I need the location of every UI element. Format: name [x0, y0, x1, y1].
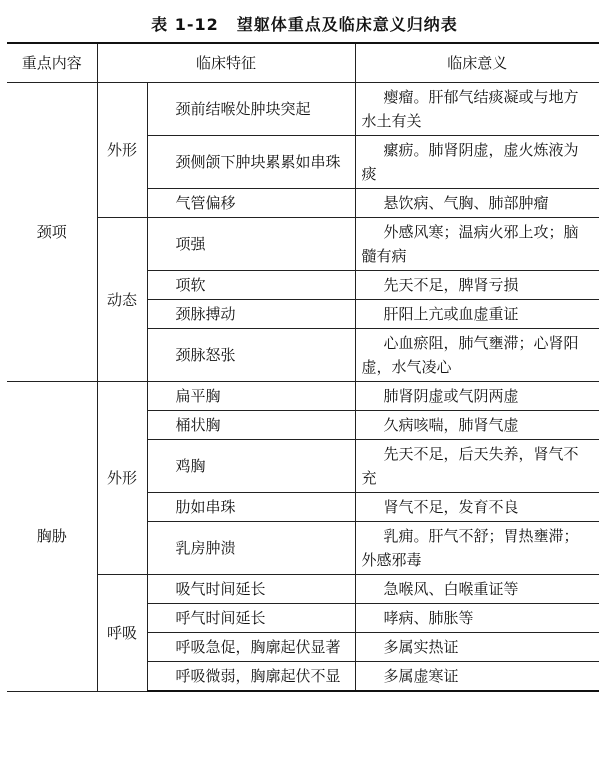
feature-cell: 肋如串珠 — [147, 493, 355, 522]
meaning-cell: 悬饮病、气胸、肺部肿瘤 — [355, 189, 599, 218]
meaning-cell: 多属实热证 — [355, 633, 599, 662]
feature-cell: 桶状胸 — [147, 411, 355, 440]
meaning-cell: 肺肾阴虚或气阴两虚 — [355, 382, 599, 411]
header-clinical-feature: 临床特征 — [97, 43, 355, 83]
table-row — [7, 83, 599, 136]
meaning-cell: 心血瘀阻，肺气壅滞；心肾阳虚，水气凌心 — [355, 329, 599, 382]
feature-cell: 呼吸微弱，胸廓起伏不显 — [147, 662, 355, 692]
header-row — [7, 43, 599, 83]
feature-cell: 颈脉搏动 — [147, 300, 355, 329]
meaning-cell: 肾气不足，发育不良 — [355, 493, 599, 522]
meaning-cell: 瘿瘤。肝郁气结痰凝或与地方水土有关 — [355, 83, 599, 136]
section-name: 胸胁 — [7, 382, 97, 692]
table-title — [0, 12, 609, 35]
meaning-cell: 先天不足，后天失养，肾气不充 — [355, 440, 599, 493]
summary-table — [7, 42, 599, 692]
section-name: 颈项 — [7, 83, 97, 382]
meaning-cell: 久病咳喘，肺肾气虚 — [355, 411, 599, 440]
meaning-cell: 哮病、肺胀等 — [355, 604, 599, 633]
meaning-cell: 乳痈。肝气不舒；胃热壅滞；外感邪毒 — [355, 522, 599, 575]
table-row — [7, 382, 599, 411]
feature-cell: 呼气时间延长 — [147, 604, 355, 633]
meaning-cell: 先天不足，脾肾亏损 — [355, 271, 599, 300]
meaning-cell: 急喉风、白喉重证等 — [355, 575, 599, 604]
header-clinical-meaning: 临床意义 — [355, 43, 599, 83]
feature-cell: 颈脉怒张 — [147, 329, 355, 382]
group-name: 外形 — [97, 83, 147, 218]
group-name: 呼吸 — [97, 575, 147, 692]
feature-cell: 扁平胸 — [147, 382, 355, 411]
group-name: 外形 — [97, 382, 147, 575]
feature-cell: 吸气时间延长 — [147, 575, 355, 604]
feature-cell: 气管偏移 — [147, 189, 355, 218]
feature-cell: 颈前结喉处肿块突起 — [147, 83, 355, 136]
feature-cell: 颈侧颌下肿块累累如串珠 — [147, 136, 355, 189]
header-key-content: 重点内容 — [7, 43, 97, 83]
meaning-cell: 肝阳上亢或血虚重证 — [355, 300, 599, 329]
feature-cell: 项强 — [147, 218, 355, 271]
feature-cell: 呼吸急促，胸廓起伏显著 — [147, 633, 355, 662]
meaning-cell: 瘰疬。肺肾阴虚，虚火炼液为痰 — [355, 136, 599, 189]
table-number: 表 1-12 — [151, 15, 219, 34]
meaning-cell: 多属虚寒证 — [355, 662, 599, 692]
table-caption: 望躯体重点及临床意义归纳表 — [236, 15, 458, 34]
feature-cell: 乳房肿溃 — [147, 522, 355, 575]
meaning-cell: 外感风寒；温病火邪上攻；脑髓有病 — [355, 218, 599, 271]
group-name: 动态 — [97, 218, 147, 382]
feature-cell: 鸡胸 — [147, 440, 355, 493]
feature-cell: 项软 — [147, 271, 355, 300]
